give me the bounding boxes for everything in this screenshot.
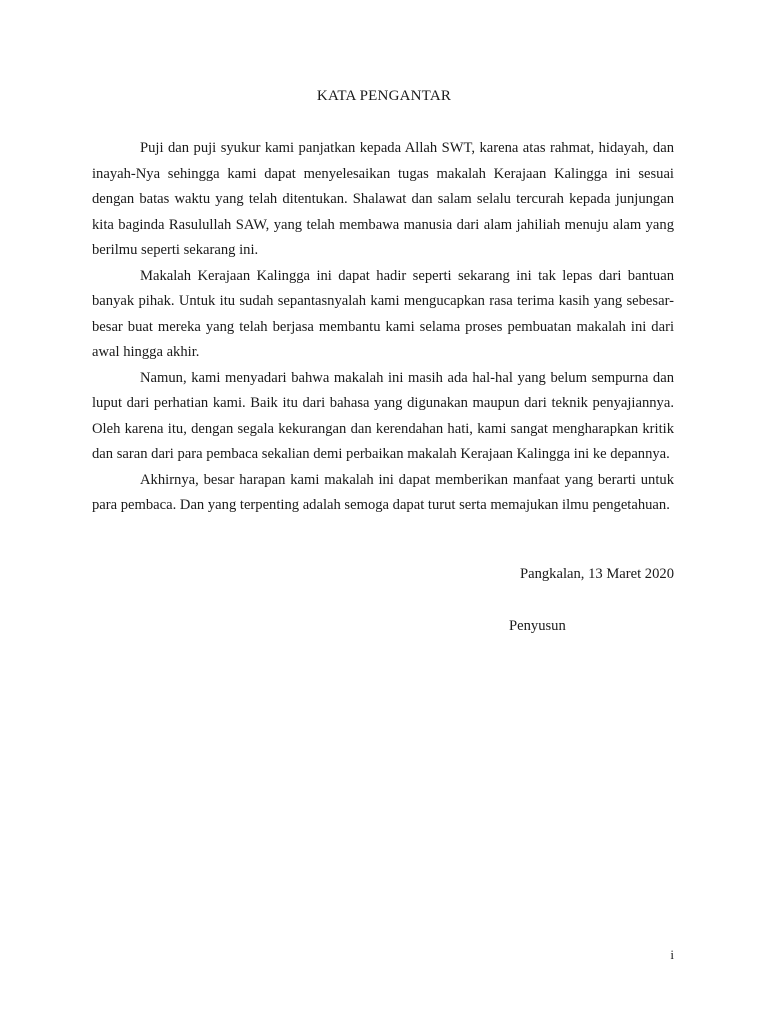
document-body (92, 136, 674, 519)
paragraph-1: Puji dan puji syukur kami panjatkan kepada Allah SWT, karena atas rahmat, hidayah, dan inayah-Nya sehingga kami dapat menyelesaikan tugas makalah Kerajaan Kalingga ini sesuai dengan batas waktu yang telah ditentukan. Shalawat dan salam selalu tercurah kepada junjungan kita baginda Rasulullah SAW, yang telah membawa manusia dari alam jahiliah menuju alam yang berilmu seperti sekarang ini. (92, 140, 674, 258)
page-number: i (670, 947, 674, 962)
author-signature: Penyusun (509, 618, 566, 634)
paragraph-3: Namun, kami menyadari bahwa makalah ini masih ada hal-hal yang belum sempurna dan luput dari perhatian kami. Baik itu dari bahasa yang digunakan maupun dari teknik penyajiannya. Oleh karena itu, dengan segala kekurangan dan kerendahan hati, kami sangat mengharapkan kritik dan saran dari para pembaca sekalian demi perbaikan makalah Kerajaan Kalingga ini ke depannya. (92, 369, 674, 462)
place-date: Pangkalan, 13 Maret 2020 (519, 566, 674, 582)
paragraph-4: Akhirnya, besar harapan kami makalah ini dapat memberikan manfaat yang berarti untuk para pembaca. Dan yang terpenting adalah semoga dapat turut serta memajukan ilmu pengetahuan. (92, 471, 674, 513)
paragraph-2: Makalah Kerajaan Kalingga ini dapat hadir seperti sekarang ini tak lepas dari bantuan banyak pihak. Untuk itu sudah sepantasnyalah kami mengucapkan rasa terima kasih yang sebesar-besar buat mereka yang telah berjasa membantu kami selama proses pembuatan makalah ini dari awal hingga akhir. (92, 267, 674, 360)
page-title: KATA PENGANTAR (316, 88, 452, 104)
